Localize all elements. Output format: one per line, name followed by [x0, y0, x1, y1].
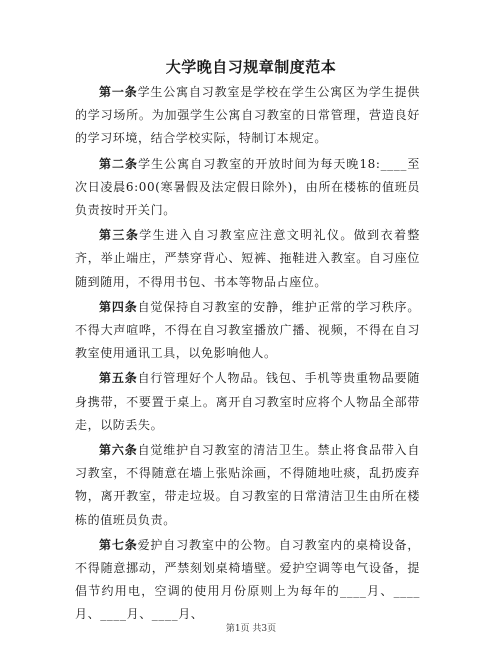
- article-6: [75, 439, 420, 532]
- article-5: [75, 367, 420, 437]
- article-label: 第一条: [99, 85, 138, 99]
- article-label: 第四条: [99, 299, 138, 314]
- article-label: 第六条: [99, 443, 138, 458]
- document-body: [75, 81, 420, 629]
- article-text: 爱护自习教室中的公物。自习教室内的桌椅设备，不得随意挪动，严禁刻划桌椅墙壁。爱护空调等电气设备，提倡节约用电，空调的使用月份原则上为每年的____月、____月、____月、____月、: [75, 537, 421, 622]
- article-7: [75, 534, 420, 627]
- article-label: 第七条: [99, 537, 138, 552]
- article-text: 自觉保持自习教室的安静，维护正常的学习秩序。不得大声喧哗，不得在自习教室播放广播、视频，不得在自习教室使用通讯工具，以免影响他人。: [75, 299, 421, 361]
- article-text: 学生公寓自习教室是学校在学生公寓区为学生提供的学习场所。为加强学生公寓自习教室的日常管理，营造良好的学习环境，结合学校实际，特制订本规定。: [75, 85, 421, 146]
- article-3: [75, 224, 420, 294]
- page-footer: 第1页 共3页: [225, 624, 277, 634]
- article-text: 学生公寓自习教室的开放时间为每天晚18:____至次日凌晨6:00(寒暑假及法定假日除外)，由所在楼栋的值班员负责按时开关门。: [75, 156, 420, 218]
- article-text: 自行管理好个人物品。钱包、手机等贵重物品要随身携带，不要置于桌上。离开自习教室时应将个人物品全部带走，以防丢失。: [75, 371, 421, 432]
- article-label: 第二条: [99, 156, 139, 171]
- document-title: 大学晚自习规章制度范本: [165, 58, 337, 76]
- article-1: [75, 81, 420, 151]
- article-text: 自觉维护自习教室的清洁卫生。禁止将食品带入自习教室，不得随意在墙上张贴涂画，不得随地吐痰，乱扔废弃物，离开教室，带走垃圾。自习教室的日常清洁卫生由所在楼栋的值班员负责。: [75, 443, 421, 527]
- article-label: 第五条: [99, 371, 138, 386]
- article-label: 第三条: [99, 228, 140, 243]
- article-2: [75, 153, 420, 223]
- article-text: 学生进入自习教室应注意文明礼仪。做到衣着整齐，举止端庄，严禁穿背心、短裤、拖鞋进入教室。自习座位随到随用，不得用书包、书本等物品占座位。: [75, 228, 420, 289]
- article-4: [75, 296, 420, 366]
